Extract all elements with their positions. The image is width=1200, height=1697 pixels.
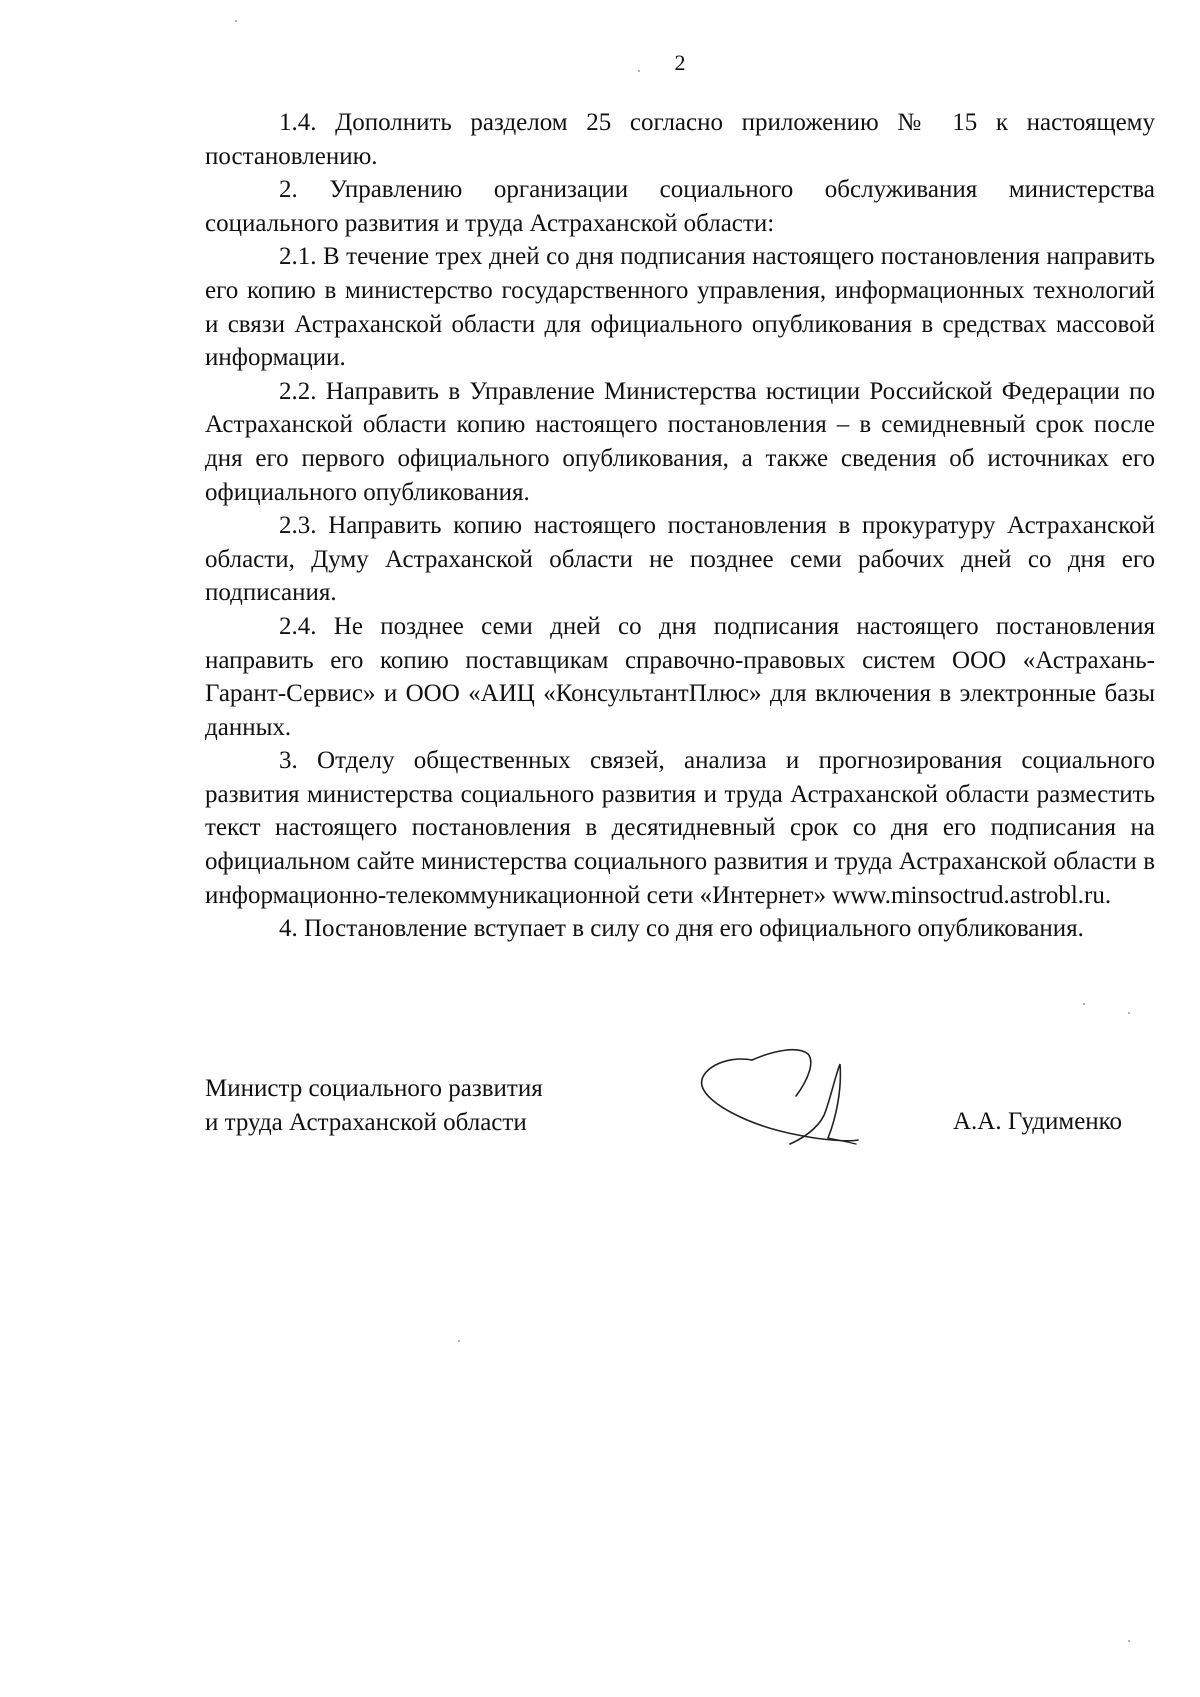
signer-position-line-1: Министр социального развития <box>205 1075 543 1102</box>
scan-speck <box>1128 1012 1130 1014</box>
signer-position <box>205 1072 543 1139</box>
paragraph-3: 3. Отделу общественных связей, анализа и прогнозирования социального развития министерства социального развития и труда Астраханской области разместить текст настоящего постановления в десятидневный срок со дня его подписания на официальном сайте министерства социального развития и труда Астраханской области в информационно-телекоммуникационной сети «Интернет» www.minsoctrud.astrobl.ru. <box>205 747 1155 909</box>
paragraph-4: 4. Постановление вступает в силу со дня его официального опубликования. <box>279 915 1084 943</box>
signer-position-line-2: и труда Астраханской области <box>205 1108 527 1136</box>
scan-speck <box>458 1340 460 1342</box>
scan-speck <box>638 70 640 72</box>
handwritten-signature <box>690 1040 870 1150</box>
paragraph-2-2: 2.2. Направить в Управление Министерства юстиции Российской Федерации по Астраханской области копию настоящего постановления – в семидневный срок после дня его первого официального опубликования, а также сведения об источниках его официального опубликования. <box>205 377 1155 506</box>
paragraph-2-3: 2.3. Направить копию настоящего постановления в прокуратуру Астраханской области, Думу Астраханской области не позднее семи рабочих дней со дня его подписания. <box>205 512 1155 607</box>
signer-name: А.А. Гудименко <box>953 1108 1123 1135</box>
paragraph-2-1: 2.1. В течение трех дней со дня подписания настоящего постановления направить его копию в министерство государственного управления, информационных технологий и связи Астраханской области для официального опубликования в средствах массовой информации. <box>205 243 1155 372</box>
scan-speck <box>235 20 237 22</box>
document-body <box>205 106 1155 946</box>
paragraph-2-4: 2.4. Не позднее семи дней со дня подписания настоящего постановления направить его копию поставщикам справочно-правовых систем ООО «Астрахань-Гарант-Сервис» и ООО «АИЦ «КонсультантПлюс» для включения в электронные базы данных. <box>205 612 1155 741</box>
page-number: 2 <box>674 50 686 75</box>
scan-speck <box>1083 1003 1085 1005</box>
paragraph-1-4: 1.4. Дополнить разделом 25 согласно приложению № 15 к настоящему постановлению. <box>205 109 1155 170</box>
scan-speck <box>1128 1640 1130 1642</box>
paragraph-2: 2. Управлению организации социального обслуживания министерства социального развития и труда Астраханской области: <box>205 176 1155 237</box>
